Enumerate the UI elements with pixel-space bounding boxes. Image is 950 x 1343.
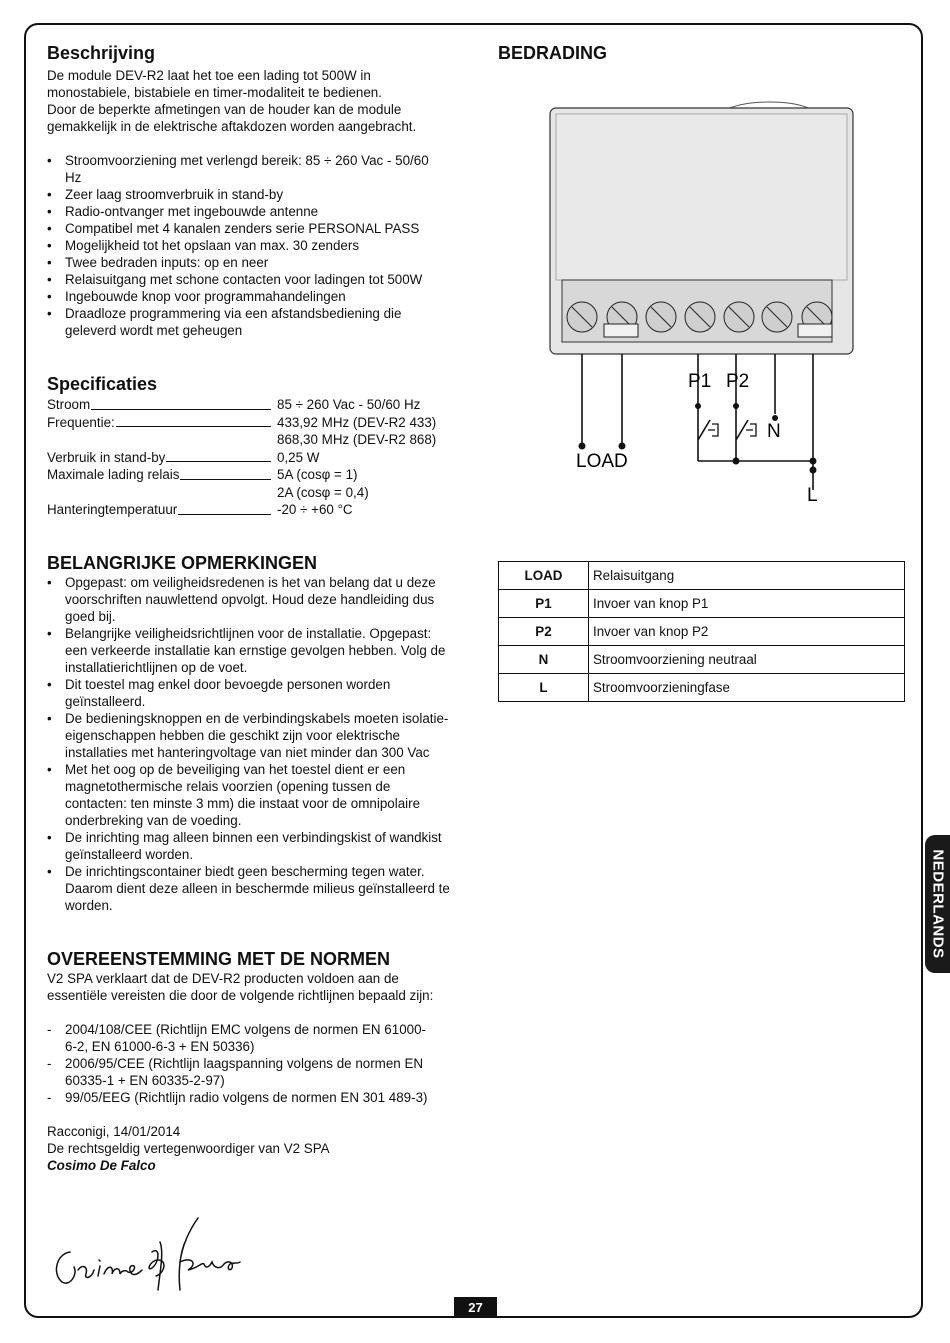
spec-row: Frequentie: 433,92 MHz (DEV-R2 433) bbox=[47, 414, 437, 430]
list-item: • Zeer laag stroomverbruik in stand-by bbox=[47, 187, 284, 202]
wiring-diagram bbox=[540, 100, 920, 510]
spec-row: 2A (cosφ = 0,4) bbox=[277, 484, 369, 500]
label-l: L bbox=[807, 485, 818, 506]
language-tab: NEDERLANDS bbox=[925, 835, 950, 973]
list-item: • Compatibel met 4 kanalen zenders serie PERSONAL PASS bbox=[47, 221, 420, 236]
place-date: Racconigi, 14/01/2014 bbox=[47, 1123, 181, 1139]
notes-list bbox=[47, 574, 452, 914]
list-item: • De bedieningsknoppen en de verbindingskabels moeten isolatie-eigenschappen hebben die geschikt zijn voor elektrische installaties met hanteringvoltage van niet minder dan 300 Vac bbox=[47, 710, 449, 760]
spec-row: Verbruik in stand-by 0,25 W bbox=[47, 449, 320, 465]
normen-intro: V2 SPA verklaart dat de DEV-R2 producten voldoen aan de bbox=[47, 970, 399, 986]
label-p1: P1 bbox=[688, 371, 712, 392]
spec-row: Maximale lading relais 5A (cosφ = 1) bbox=[47, 467, 358, 482]
list-item: - 2006/95/CEE (Richtlijn laagspanning volgens de normen EN 60335-1 + EN 60335-2-97) bbox=[47, 1055, 424, 1088]
feature-list bbox=[47, 152, 447, 339]
table-row: L Stroomvoorzieningfase bbox=[499, 674, 905, 702]
table-row: LOAD Relaisuitgang bbox=[499, 562, 905, 590]
list-item: • Twee bedraden inputs: op en neer bbox=[47, 255, 269, 270]
right-column bbox=[498, 42, 908, 64]
intro-line: Door de beperkte afmetingen van de houder kan de module bbox=[47, 102, 402, 117]
list-item: • Radio-ontvanger met ingebouwde antenne bbox=[47, 204, 319, 219]
list-item: - 2004/108/CEE (Richtlijn EMC volgens de normen EN 61000-6-2, EN 61000-6-3 + EN 50336) bbox=[47, 1021, 426, 1054]
list-item: • Dit toestel mag enkel door bevoegde personen worden geïnstalleerd. bbox=[47, 676, 391, 709]
left-column bbox=[47, 42, 457, 1174]
list-item: • De inrichtingscontainer biedt geen bescherming tegen water. Daarom dient deze alleen in beschermde milieus geïnstalleerd te worden. bbox=[47, 863, 450, 913]
list-item: • Belangrijke veiligheidsrichtlijnen voor de installatie. Opgepast: een verkeerde installatie kan ernstige gevolgen hebben. Volg de installatierichtlijnen op de voet. bbox=[47, 625, 446, 675]
representative: De rechtsgeldig vertegenwoordiger van V2 SPA bbox=[47, 1140, 330, 1156]
connection-table bbox=[498, 561, 905, 702]
table-row: P1 Invoer van knop P1 bbox=[499, 590, 905, 618]
signatory-name: Cosimo De Falco bbox=[47, 1157, 156, 1173]
section-title-normen: OVEREENSTEMMING MET DE NORMEN bbox=[47, 948, 391, 969]
table-row: N Stroomvoorziening neutraal bbox=[499, 646, 905, 674]
section-title-beschrijving: Beschrijving bbox=[47, 43, 156, 63]
list-item: • Mogelijkheid tot het opslaan van max. 30 zenders bbox=[47, 238, 360, 253]
section-title-specificaties: Specificaties bbox=[47, 374, 158, 394]
intro-line: gemakkelijk in de elektrische aftakdozen worden aangebracht. bbox=[47, 119, 417, 134]
page-number: 27 bbox=[454, 1297, 497, 1318]
list-item: • Draadloze programmering via een afstandsbediening die geleverd wordt met geheugen bbox=[47, 306, 402, 338]
table-row: P2 Invoer van knop P2 bbox=[499, 618, 905, 646]
signature-image bbox=[48, 1212, 248, 1307]
spec-row: 868,30 MHz (DEV-R2 868) bbox=[277, 432, 437, 447]
spec-row: Stroom 85 ÷ 260 Vac - 50/60 Hz bbox=[47, 397, 421, 412]
directive-list bbox=[47, 1021, 437, 1106]
list-item: - 99/05/EEG (Richtlijn radio volgens de normen EN 301 489-3) bbox=[47, 1089, 428, 1105]
list-item: • De inrichting mag alleen binnen een verbindingskist of wandkist geïnstalleerd worden. bbox=[47, 829, 442, 862]
label-n: N bbox=[767, 421, 781, 442]
list-item: • Stroomvoorziening met verlengd bereik: 85 ÷ 260 Vac - 50/60 Hz bbox=[47, 153, 429, 185]
list-item: • Relaisuitgang met schone contacten voor ladingen tot 500W bbox=[47, 272, 423, 287]
normen-intro: essentiële vereisten die door de volgende richtlijnen bepaald zijn: bbox=[47, 987, 434, 1003]
list-item: • Opgepast: om veiligheidsredenen is het van belang dat u deze voorschriften nauwlettend opvolgt. Houd deze handleiding dus goed bij. bbox=[47, 574, 436, 624]
label-p2: P2 bbox=[726, 371, 750, 392]
label-load: LOAD bbox=[576, 451, 628, 472]
intro-line: De module DEV-R2 laat het toe een lading tot 500W in bbox=[47, 68, 371, 83]
list-item: • Met het oog op de beveiliging van het toestel dient er een magnetothermische relais voorzien (opening tussen de contacten: ten minste 3 mm) die instaat voor de omnipolaire onderbreking van de voeding. bbox=[47, 761, 421, 828]
spec-table bbox=[47, 396, 457, 519]
section-title-opmerkingen: BELANGRIJKE OPMERKINGEN bbox=[47, 552, 318, 573]
list-item: • Ingebouwde knop voor programmahandelingen bbox=[47, 289, 346, 304]
intro-line: monostabiele, bistabiele en timer-modaliteit te bedienen. bbox=[47, 85, 382, 100]
spec-row: Hanteringtemperatuur -20 ÷ +60 °C bbox=[47, 502, 353, 517]
section-title-bedrading: BEDRADING bbox=[498, 43, 608, 63]
